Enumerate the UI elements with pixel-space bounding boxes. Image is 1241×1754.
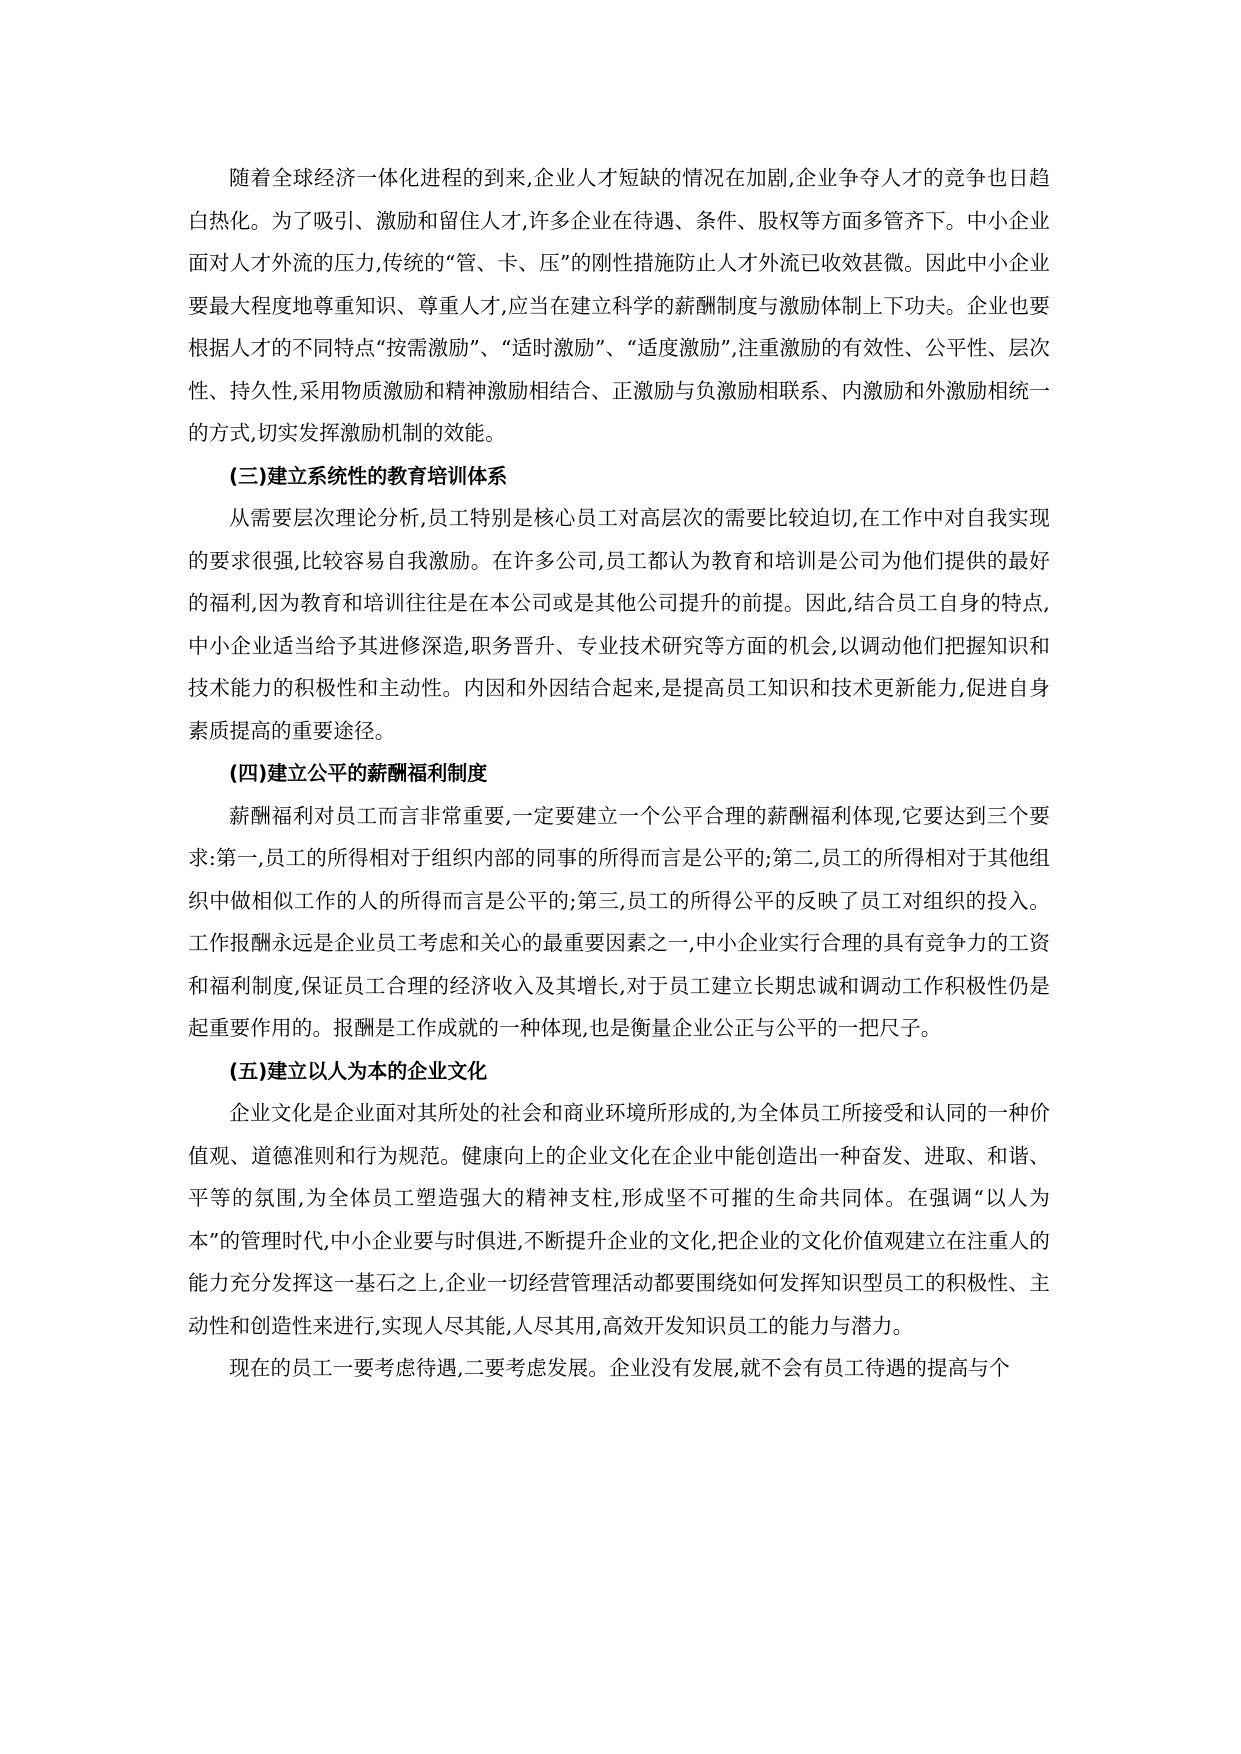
paragraph-compensation: 薪酬福利对员工而言非常重要,一定要建立一个公平合理的薪酬福利体现,它要达到三个要求:第一,员工的所得相对于组织内部的同事的所得而言是公平的;第二,员工的所得相对于其他组织中做相似工作的人的所得而言是公平的;第三,员工的所得公平的反映了员工对组织的投入。工作报酬永远是企业员工考虑和关心的最重要因素之一,中小企业实行合理的具有竞争力的工资和福利制度,保证员工合理的经济收入及其增长,对于员工建立长期忠诚和调动工作积极性仍是起重要作用的。报酬是工作成就的一种体现,也是衡量企业公正与公平的一把尺子。 [188, 803, 1050, 1040]
paragraph-talent-competition: 随着全球经济一体化进程的到来,企业人才短缺的情况在加剧,企业争夺人才的竞争也日趋白热化。为了吸引、激励和留住人才,许多企业在待遇、条件、股权等方面多管齐下。中小企业面对人才外流的压力,传统的“管、卡、压”的刚性措施防止人才外流已收效甚微。因此中小企业要最大程度地尊重知识、尊重人才,应当在建立科学的薪酬制度与激励体制上下功夫。企业也要根据人才的不同特点“按需激励”、“适时激励”、“适度激励”,注重激励的有效性、公平性、层次性、持久性,采用物质激励和精神激励相结合、正激励与负激励相联系、内激励和外激励相统一的方式,切实发挥激励机制的效能。 [188, 166, 1050, 445]
document-body [188, 157, 1050, 1390]
section-heading-training-system: (三)建立系统性的教育培训体系 [229, 463, 508, 488]
paragraph-culture: 企业文化是企业面对其所处的社会和商业环境所形成的,为全体员工所接受和认同的一种价值观、道德准则和行为规范。健康向上的企业文化在企业中能创造出一种奋发、进取、和谐、平等的氛围,为全体员工塑造强大的精神支柱,形成坚不可摧的生命共同体。在强调“以人为本”的管理时代,中小企业要与时俱进,不断提升企业的文化,把企业的文化价值观建立在注重人的能力充分发挥这一基石之上,企业一切经营管理活动都要围绕如何发挥知识型员工的积极性、主动性和创造性来进行,实现人尽其能,人尽其用,高效开发知识员工的能力与潜力。 [188, 1101, 1050, 1338]
section-heading-compensation: (四)建立公平的薪酬福利制度 [229, 761, 488, 785]
section-heading-culture: (五)建立以人为本的企业文化 [229, 1058, 488, 1083]
paragraph-development: 现在的员工一要考虑待遇,二要考虑发展。企业没有发展,就不会有员工待遇的提高与个 [229, 1356, 1010, 1380]
paragraph-training: 从需要层次理论分析,员工特别是核心员工对高层次的需要比较迫切,在工作中对自我实现的要求很强,比较容易自我激励。在许多公司,员工都认为教育和培训是公司为他们提供的最好的福利,因为教育和培训往往是在本公司或是其他公司提升的前提。因此,结合员工自身的特点,中小企业适当给予其进修深造,职务晋升、专业技术研究等方面的机会,以调动他们把握知识和技术能力的积极性和主动性。内因和外因结合起来,是提高员工知识和技术更新能力,促进自身素质提高的重要途径。 [188, 506, 1050, 743]
